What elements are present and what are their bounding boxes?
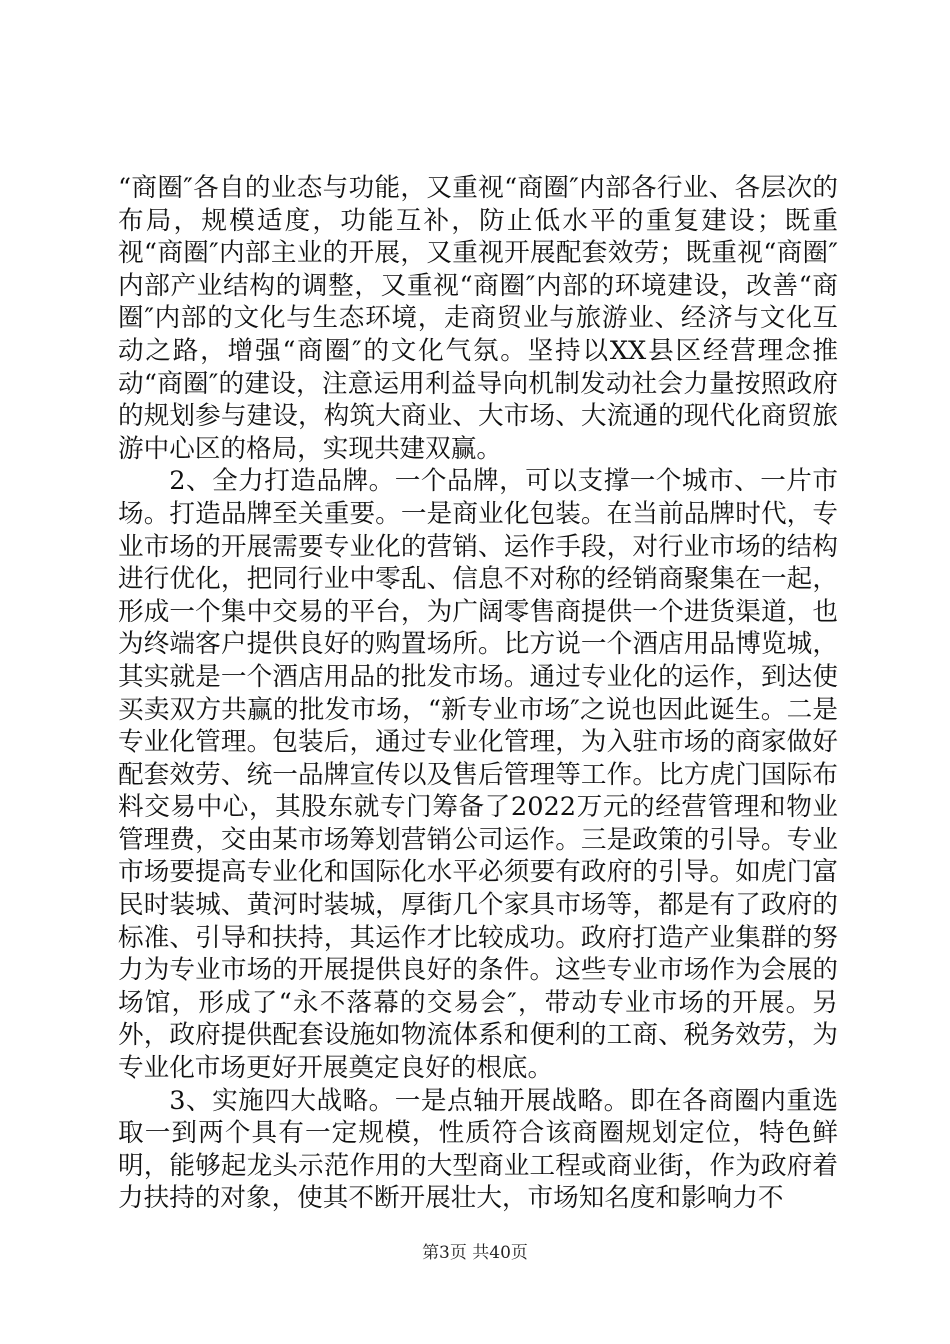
- paragraph-brand-building: 2、全力打造品牌。一个品牌，可以支撑一个城市、一片市场。打造品牌至关重要。一是商业化包装。在当前品牌时代，专业市场的开展需要专业化的营销、运作手段，对行业市场的结构进行优化，把同行业中零乱、信息不对称的经销商聚集在一起，形成一个集中交易的平台，为广阔零售商提供一个进货渠道，也为终端客户提供良好的购置场所。比方说一个酒店用品博览城，其实就是一个酒店用品的批发市场。通过专业化的运作，到达使买卖双方共赢的批发市场，“新专业市场″之说也因此诞生。二是专业化管理。包装后，通过专业化管理，为入驻市场的商家做好配套效劳、统一品牌宣传以及售后管理等工作。比方虎门国际布料交易中心，其股东就专门筹备了2022万元的经营管理和物业管理费，交由某市场筹划营销公司运作。三是政策的引导。专业市场要提高专业化和国际化水平必须要有政府的引导。如虎门富民时装城、黄河时装城，厚街几个家具市场等，都是有了政府的标准、引导和扶持，其运作才比较成功。政府打造产业集群的努力为专业市场的开展提供良好的条件。这些专业市场作为会展的场馆，形成了“永不落幕的交易会″，带动专业市场的开展。另外，政府提供配套设施如物流体系和便利的工商、税务效劳，为专业化市场更好开展奠定良好的根底。: [118, 466, 838, 1084]
- paragraph-four-strategies: 3、实施四大战略。一是点轴开展战略。即在各商圈内重选取一到两个具有一定规模，性质符合该商圈规划定位，特色鲜明，能够起龙头示范作用的大型商业工程或商业街，作为政府着力扶持的对象，使其不断开展壮大，市场知名度和影响力不: [118, 1085, 838, 1214]
- page-number-footer: 第3页 共40页: [422, 1243, 528, 1263]
- document-body: [118, 172, 838, 1215]
- paragraph-shangquan-layout: “商圈″各自的业态与功能，又重视“商圈″内部各行业、各层次的布局，规模适度，功能互补，防止低水平的重复建设；既重视“商圈″内部主业的开展，又重视开展配套效劳；既重视“商圈″内部产业结构的调整，又重视“商圈″内部的环境建设，改善“商圈″内部的文化与生态环境，走商贸业与旅游业、经济与文化互动之路，增强“商圈″的文化气氛。坚持以XX县区经营理念推动“商圈″的建设，注意运用利益导向机制发动社会力量按照政府的规划参与建设，构筑大商业、大市场、大流通的现代化商贸旅游中心区的格局，实现共建双赢。: [118, 173, 838, 464]
